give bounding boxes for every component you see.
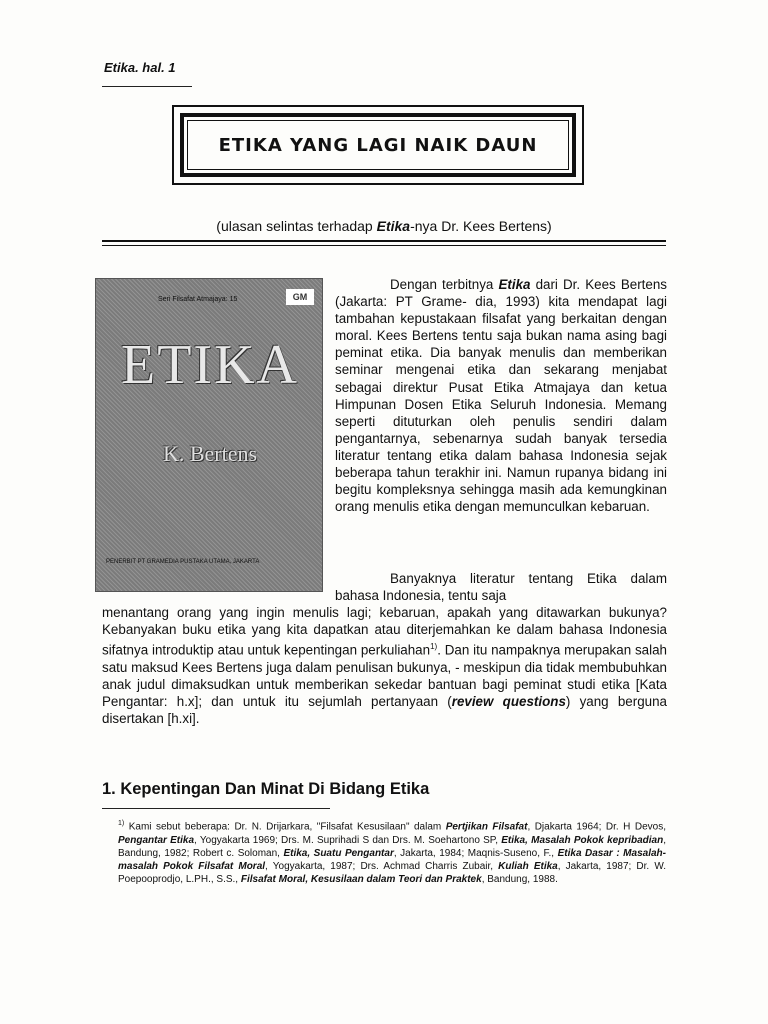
book-cover-title: ETIKA bbox=[121, 334, 299, 396]
footnote-text-4: , Bandung, 1982; Robert c. Soloman, bbox=[118, 834, 666, 859]
p3-text-c: ) yang berguna disertakan [h.xi]. bbox=[102, 693, 668, 727]
footnote-text-3: , Yogyakarta 1969; Drs. M. Suprihadi S dan Drs. M. Soehartono SP, bbox=[194, 834, 502, 846]
title-frame-innermost bbox=[187, 120, 569, 170]
subtitle-after: -nya Dr. Kees Bertens) bbox=[410, 218, 552, 234]
p1-emphasis: Etika bbox=[498, 277, 531, 292]
footnote-text-7: , Jakarta, 1987; Dr. W. Poepooprodjo, L.PH., S.S., bbox=[118, 860, 666, 886]
footnote-emph-2: Pengantar Etika bbox=[118, 834, 195, 846]
footnote-text-8: , Bandung, 1988. bbox=[481, 874, 558, 886]
footnote-emph-3: Etika, Masalah Pokok kepribadian bbox=[501, 834, 664, 846]
footnote-emph-4: Etika, Suatu Pengantar bbox=[283, 847, 394, 859]
subtitle-emphasis: Etika bbox=[376, 218, 411, 234]
body-paragraph-2: Banyaknya literatur tentang Etika dalam bahasa Indonesia, tentu saja bbox=[335, 571, 667, 604]
book-cover-publisher: PENERBIT PT GRAMEDIA PUSTAKA UTAMA, JAKARTA bbox=[106, 559, 260, 565]
publisher-logo-icon: GM bbox=[286, 289, 314, 305]
subtitle-before: (ulasan selintas terhadap bbox=[216, 218, 377, 234]
footnote-emph-6: Kuliah Etika bbox=[498, 860, 558, 872]
footnote-mark: 1) bbox=[118, 820, 125, 827]
page-header-label: Etika. hal. 1 bbox=[104, 60, 176, 75]
p1-text-b: dari Dr. Kees Bertens (Jakarta: PT Grame- dia, 1993) kita mendapat lagi tambahan kepustakaan filsafat yang berkaitan dengan moral. Kees Bertens tentu saja bukan nama asing bagi peminat etika. Dia banyak menulis dan memberikan seminar mengenai etika dan sekarang menjabat sebagai direktur Pusat Etika Atmajaya dan ketua Himpunan Dosen Etika Seluruh Indonesia. Memang seperti dituturkan oleh penulis sendiri dalam pengantarnya, sebenarnya sudah banyak tersedia literatur tentang etika dalam bahasa Indonesia sejak beberapa tahun terakhir ini. Namun rupanya bidang ini begitu kompleksnya sehingga masih ada kemungkinan orang menulis etika dengan memunculkan kebaruan. bbox=[335, 277, 667, 515]
subtitle-rule-thick bbox=[102, 240, 666, 242]
footnote-text-5: , Jakarta, 1984; Maqnis-Suseno, F., bbox=[393, 847, 558, 859]
header-underline bbox=[102, 86, 192, 87]
book-cover-series: Seri Filsafat Atmajaya: 15 bbox=[158, 296, 238, 303]
footnote-emph-7: Filsafat Moral, Kesusilaan dalam Teori dan Praktek bbox=[240, 874, 482, 886]
subtitle-rule-thin bbox=[102, 245, 666, 246]
title-frame-inner bbox=[180, 113, 576, 177]
p1-text-a: Dengan terbitnya bbox=[390, 277, 499, 292]
body-paragraph-3 bbox=[102, 604, 667, 727]
footnote-divider bbox=[102, 808, 330, 809]
section-heading: 1. Kepentingan Dan Minat Di Bidang Etika bbox=[102, 780, 430, 798]
article-subtitle bbox=[0, 218, 768, 234]
footnote-text-1: Kami sebut beberapa: Dr. N. Drijarkara, "Filsafat Kesusilaan" dalam bbox=[124, 821, 446, 833]
footnote-text-2: , Djakarta 1964; Dr. H Devos, bbox=[527, 821, 666, 833]
title-frame bbox=[172, 105, 584, 185]
footnote-emph-1: Pertjikan Filsafat bbox=[445, 821, 528, 833]
book-cover-image bbox=[95, 278, 323, 592]
book-cover-author: K. Bertens bbox=[162, 441, 258, 466]
footnote-text-6: , Yogyakarta, 1987; Drs. Achmad Charris Zubair, bbox=[265, 860, 499, 872]
body-paragraph-1 bbox=[335, 276, 667, 515]
footnote-emph-5: Etika Dasar : Masalah-masalah Pokok Filsafat Moral bbox=[118, 847, 666, 872]
p3-text-a: menantang orang yang ingin menulis lagi; kebaruan, apakah yang ditawarkan bukunya? Kebanyakan buku etika yang kita dapatkan atau diterjemahkan ke dalam bahasa Indonesia sifatnya introduktip atau untuk kepentingan perkuliahan bbox=[102, 605, 667, 658]
p3-emphasis: review questions bbox=[451, 693, 566, 709]
article-title: ETIKA YANG LAGI NAIK DAUN bbox=[218, 134, 538, 156]
footnote-reference: 1) bbox=[430, 642, 438, 652]
p3-text-b: . Dan itu nampaknya merupakan salah satu maksud Kees Bertens juga dalam penulisan bukunya, - meskipun dia tidak membubuhkan anak judul dimaksudkan untuk memberikan sekedar bantuan bagi peminat studi etika [Kata Pengantar: h.x]; dan untuk itu sejumlah pertanyaan ( bbox=[102, 642, 667, 709]
footnote bbox=[118, 817, 666, 886]
